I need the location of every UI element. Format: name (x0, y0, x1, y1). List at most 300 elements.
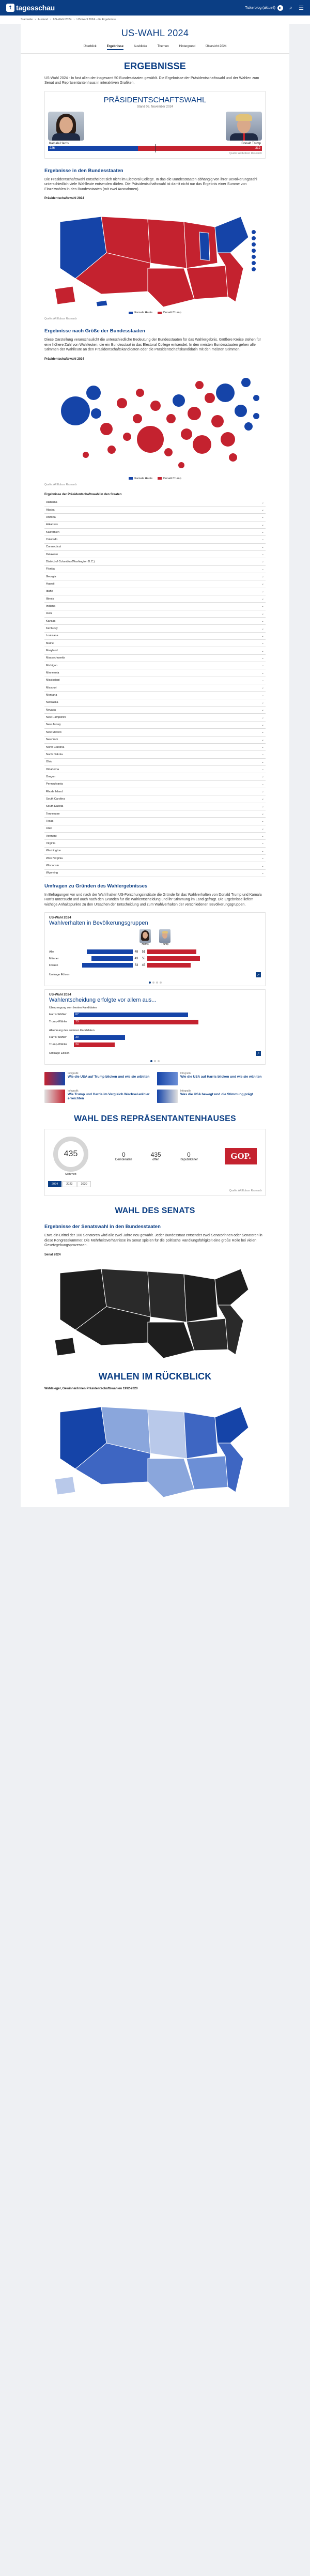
state-name: Kentucky (46, 627, 58, 631)
state-name: South Carolina (46, 797, 65, 801)
state-name: North Dakota (46, 753, 63, 756)
state-accordion-row[interactable] (44, 810, 266, 818)
state-accordion-row[interactable] (44, 751, 266, 758)
state-bubble[interactable] (91, 408, 101, 419)
history-state-alaska (55, 1477, 75, 1495)
survey-row (49, 956, 261, 961)
survey-kicker: US-Wahl 2024 (49, 993, 71, 997)
senate-state-midwest (184, 1274, 218, 1322)
house-rep-count: 0 (187, 1151, 191, 1159)
state-accordion-row[interactable] (44, 759, 266, 766)
chevron-down-icon: ⌄ (261, 857, 264, 861)
states-heading: Ergebnisse der Präsidentschaftswahl in den Staaten (44, 493, 122, 496)
senate-state-northeast (215, 1269, 249, 1305)
chevron-down-icon: ⌄ (261, 709, 264, 712)
state-bubble[interactable] (137, 426, 164, 453)
chevron-down-icon: ⌄ (261, 568, 264, 571)
section-heading: ERGEBNISSE (123, 61, 187, 71)
breadcrumb-item[interactable]: US-Wahl 2024 (53, 18, 72, 21)
state-name: Ohio (46, 760, 52, 764)
harris-value: 48 (134, 950, 138, 954)
chevron-down-icon: ⌄ (261, 805, 264, 808)
senate-subheading: Ergebnisse der Senatswahl in den Bundesstaaten (44, 1224, 161, 1230)
breadcrumb-item[interactable]: Ausland (38, 18, 48, 21)
senate-state-south (187, 1318, 230, 1351)
chevron-down-icon: ⌄ (261, 649, 264, 653)
share-icon[interactable]: ↗ (256, 1051, 261, 1056)
chevron-down-icon: ⌄ (261, 871, 264, 875)
motivation-label: Harris-Wähler (49, 1013, 67, 1017)
state-accordion-row[interactable] (44, 699, 266, 707)
chevron-down-icon: ⌄ (261, 642, 264, 646)
state-accordion-row[interactable] (44, 729, 266, 736)
teaser-image (44, 1072, 65, 1085)
state-accordion-row[interactable] (44, 529, 266, 536)
state-bubble[interactable] (188, 407, 201, 420)
survey-group-2: Ablehnung des anderen Kandidaten (49, 1029, 95, 1033)
state-accordion-row[interactable] (44, 833, 266, 840)
carousel-dots[interactable] (45, 1058, 265, 1064)
state-bubble[interactable] (107, 446, 116, 454)
state-name: Connecticut (46, 545, 61, 549)
state-name: West Virginia (46, 856, 63, 860)
state-accordion-row[interactable] (44, 840, 266, 847)
senate-map-svg (44, 1258, 266, 1361)
state-accordion-row[interactable] (44, 544, 266, 551)
survey-row (49, 962, 261, 968)
state-bubble[interactable] (173, 394, 185, 407)
trump-bar (147, 949, 196, 954)
state-bubble[interactable] (253, 395, 259, 401)
state-name: Massachusetts (46, 656, 65, 660)
chevron-down-icon: ⌄ (261, 545, 264, 549)
chevron-down-icon: ⌄ (261, 738, 264, 742)
map-state-illinois (199, 232, 210, 260)
page-title: US-WAHL 2024 (121, 28, 189, 38)
state-accordion-row[interactable] (44, 773, 266, 780)
teaser-title: Wie Trump und Harris im Vergleich Wechsel-wähler erreichten (68, 1093, 150, 1101)
motivation-row (49, 1019, 261, 1025)
house-total-label: Mehrheit (65, 1173, 76, 1176)
trump-value: 51 (142, 950, 146, 954)
state-bubble[interactable] (136, 389, 144, 397)
survey-source: Umfrage Edison (49, 1052, 70, 1055)
state-name: Hawaii (46, 582, 55, 586)
subnav-item[interactable]: Ausblicke (133, 45, 147, 48)
state-name: Michigan (46, 664, 58, 667)
state-bubble[interactable] (61, 396, 90, 425)
brand-logo[interactable] (6, 4, 55, 12)
state-accordion-row[interactable] (44, 714, 266, 721)
state-bubble[interactable] (100, 423, 113, 435)
share-icon[interactable]: ↗ (256, 972, 261, 977)
teaser-link[interactable] (44, 1072, 153, 1085)
bubble-map-svg (44, 362, 266, 476)
state-bubble[interactable] (253, 413, 259, 419)
survey-bars-1 (49, 1011, 261, 1025)
survey-bars-2 (49, 1034, 261, 1048)
chevron-down-icon: ⌄ (261, 798, 264, 801)
site-header (0, 0, 310, 16)
legend-rep: Donald Trump (163, 311, 181, 315)
state-name: Nebraska (46, 701, 58, 704)
chevron-down-icon: ⌄ (261, 790, 264, 794)
state-accordion-row[interactable] (44, 647, 266, 654)
chevron-down-icon: ⌄ (261, 731, 264, 734)
senate-label: Senat 2024 (44, 1253, 61, 1256)
motivation-bar (74, 1020, 198, 1024)
state-bubble[interactable] (83, 452, 89, 458)
state-accordion-row[interactable] (44, 870, 266, 877)
state-accordion-row[interactable] (44, 788, 266, 795)
chevron-down-icon: ⌄ (261, 612, 264, 616)
us-map-svg (44, 201, 266, 310)
state-name: Montana (46, 694, 57, 697)
state-name: North Carolina (46, 745, 65, 749)
house-dem-count: 0 (121, 1151, 126, 1159)
survey-rows (49, 946, 261, 970)
state-name: Indiana (46, 604, 56, 608)
harris-thumb (140, 929, 151, 943)
map1-lead: Die Präsidentschaftswahl entscheidet sich nicht im Electoral College. In das die Bundesstaaten abhängig von ihrer Bevölkerungszahl unterschiedlich viele Wahlleute entsenden dürfen. Die Präsidentschaftswahl ist damit nicht nur das Ergebnis einer Summe von Einzelwahlen in den Bundesstaaten (mit zwei Ausnahmen). (44, 177, 257, 191)
chevron-down-icon: ⌄ (261, 597, 264, 601)
survey-group-1: Überzeugung vom besten Kandidaten (49, 1006, 97, 1010)
map-state-south (187, 266, 230, 299)
motivation-row (49, 1034, 261, 1040)
map2-legend (44, 476, 266, 482)
survey-source: Umfrage Edison (49, 973, 70, 977)
history-map[interactable] (44, 1391, 266, 1507)
state-name: Washington (46, 849, 61, 853)
state-name: Maine (46, 641, 54, 645)
state-name: Vermont (46, 834, 57, 838)
teaser-link[interactable] (44, 1090, 153, 1103)
teaser-grid (44, 1068, 266, 1107)
subnav-item[interactable]: Überblick (83, 45, 97, 48)
motivation-value: 30 (75, 1035, 79, 1039)
state-accordion-row[interactable] (44, 588, 266, 595)
us-result-map[interactable] (44, 201, 266, 310)
state-accordion-row[interactable] (44, 818, 266, 825)
state-accordion-row[interactable] (44, 603, 266, 610)
bubble-map[interactable] (44, 362, 266, 476)
brand-icon: t (6, 4, 14, 12)
state-accordion-row[interactable] (44, 737, 266, 744)
state-name: Maryland (46, 649, 58, 653)
state-accordion-row[interactable] (44, 536, 266, 543)
search-icon[interactable]: ⌕ (289, 4, 293, 11)
state-bubble[interactable] (181, 428, 192, 440)
state-accordion-list (44, 499, 266, 878)
state-accordion-row[interactable] (44, 855, 266, 862)
motivation-label: Harris-Wähler (49, 1036, 67, 1039)
state-accordion-row[interactable] (44, 722, 266, 729)
teaser-link[interactable] (157, 1072, 266, 1085)
dem-electoral-bar: 226 (48, 146, 138, 151)
house-card (44, 1129, 266, 1196)
motivation-bar (74, 1035, 125, 1040)
history-heading: WAHLEN IM RÜCKBLICK (98, 1371, 212, 1382)
state-name: Louisiana (46, 634, 58, 638)
majority-marker (155, 144, 156, 152)
senate-state-alaska (55, 1338, 75, 1356)
map-state-hawaii (96, 300, 107, 306)
state-bubble[interactable] (193, 435, 211, 454)
chevron-down-icon: ⌄ (261, 656, 264, 660)
state-accordion-row[interactable] (44, 662, 266, 669)
state-accordion-row[interactable] (44, 684, 266, 692)
map-state-plains (148, 219, 187, 268)
tab-year[interactable]: 2022 (63, 1181, 76, 1187)
chevron-down-icon: ⌄ (261, 582, 264, 586)
candidate-left-name: Kamala Harris (49, 142, 69, 145)
menu-icon[interactable]: ☰ (299, 5, 304, 11)
map1-label: Präsidentschaftswahl 2024 (44, 197, 84, 201)
house-seat-counts (115, 1151, 198, 1161)
survey-col-right: Trump (161, 943, 169, 946)
state-accordion-row[interactable] (44, 766, 266, 773)
state-accordion-row[interactable] (44, 610, 266, 618)
survey-card-demographics (44, 912, 266, 986)
state-accordion-row[interactable] (44, 692, 266, 699)
state-accordion-row[interactable] (44, 558, 266, 565)
state-accordion-row[interactable] (44, 499, 266, 507)
play-icon: ▶ (277, 5, 283, 11)
chevron-down-icon: ⌄ (261, 849, 264, 853)
subnav-item[interactable]: Übersicht 2024 (206, 45, 227, 48)
state-bubble[interactable] (235, 405, 247, 417)
state-accordion-row[interactable] (44, 803, 266, 810)
house-donut: 435 (53, 1137, 88, 1172)
motivation-row (49, 1041, 261, 1048)
state-name: Alabama (46, 501, 57, 504)
state-accordion-row[interactable] (44, 633, 266, 640)
chevron-down-icon: ⌄ (261, 605, 264, 608)
map2-heading: Ergebnisse nach Größe der Bundesstaaten (44, 328, 145, 334)
house-open-label: offen (152, 1158, 160, 1162)
motivation-row (49, 1011, 261, 1018)
harris-bar (91, 956, 133, 961)
state-name: Minnesota (46, 671, 59, 675)
state-accordion-row[interactable] (44, 566, 266, 573)
state-accordion-row[interactable] (44, 825, 266, 833)
harris-value: 43 (134, 957, 138, 960)
chevron-down-icon: ⌄ (261, 634, 264, 638)
chevron-down-icon: ⌄ (261, 560, 264, 564)
brand-name: tagesschau (16, 4, 55, 12)
chevron-down-icon: ⌄ (261, 620, 264, 623)
state-bubble[interactable] (123, 433, 131, 441)
survey-row-label: Frauen (49, 963, 58, 967)
survey-row (49, 949, 261, 955)
state-accordion-row[interactable] (44, 655, 266, 662)
chevron-down-icon: ⌄ (261, 746, 264, 749)
state-name: Pennsylvania (46, 783, 63, 786)
teaser-image (44, 1090, 65, 1103)
house-year-tabs (48, 1180, 262, 1188)
state-bubble[interactable] (241, 378, 251, 387)
history-map-svg (44, 1391, 266, 1507)
state-name: Iowa (46, 612, 52, 616)
chevron-down-icon: ⌄ (261, 716, 264, 719)
state-bubble[interactable] (229, 453, 237, 462)
state-accordion-row[interactable] (44, 573, 266, 580)
chevron-down-icon: ⌄ (261, 686, 264, 690)
senate-state-plains (148, 1271, 187, 1322)
map2-lead: Diese Darstellung veranschaulicht die unterschiedliche Bedeutung der Bundesstaaten für das Wahlergebnis. Größere Kreise stehen für eine höhere Zahl von Wahlleuten, die ein Bundesstaat in das Electoral College entsendet. In den meisten Bundesstaaten gehen alle Stimmen der Wahlleute an den Präsidentschaftskandidaten oder die Präsidentschaftskandidatin mit den meisten Stimmen. (44, 338, 261, 352)
survey-kicker: US-Wahl 2024 (49, 916, 71, 920)
state-bubble[interactable] (205, 393, 215, 403)
senate-map[interactable] (44, 1258, 266, 1361)
carousel-dots[interactable] (45, 979, 265, 986)
state-accordion-row[interactable] (44, 744, 266, 751)
map1-heading: Ergebnisse in den Bundesstaaten (44, 167, 123, 174)
chevron-down-icon: ⌄ (261, 827, 264, 831)
state-name: Texas (46, 819, 54, 823)
state-accordion-row[interactable] (44, 507, 266, 514)
state-name: Florida (46, 568, 55, 571)
survey-heading: Umfragen zu Gründen des Wahlergebnisses (44, 883, 148, 890)
breadcrumb-item[interactable]: Startseite (21, 18, 33, 21)
state-bubble[interactable] (221, 432, 235, 447)
state-accordion-row[interactable] (44, 551, 266, 558)
legend-dem: Kamala Harris (134, 311, 153, 315)
state-name: New Mexico (46, 730, 61, 734)
chevron-down-icon: ⌄ (261, 538, 264, 542)
state-name: Oklahoma (46, 768, 59, 771)
state-accordion-row[interactable] (44, 522, 266, 529)
state-bubble[interactable] (216, 384, 235, 402)
map1-legend (44, 310, 266, 316)
survey-lead: In Befragungen vor und nach der Wahl halten US-Forschungsinstitute die Gründe für das Wahlverhalten von Donald Trump und Kamala Harris untersucht und auch nach den Gründen für die Wahlentscheidung und ihr Stimmung im Land gefragt. Die Ergebnisse liefern wichtige Anhaltspunkte zu den Ursachen der Entscheidung und zum Wahlverhalten der verschiedenen Bevölkerungsgruppen. (44, 893, 262, 907)
state-bubble[interactable] (117, 398, 127, 408)
survey-card-motivation (44, 989, 266, 1065)
state-name: Nevada (46, 708, 56, 712)
motivation-value: 67 (75, 1013, 79, 1016)
chevron-down-icon: ⌄ (261, 723, 264, 727)
state-bubble[interactable] (244, 422, 253, 431)
history-state-texas (148, 1459, 194, 1497)
state-accordion-row[interactable] (44, 618, 266, 625)
state-name: South Dakota (46, 805, 64, 808)
tab-year[interactable]: 2020 (78, 1181, 91, 1187)
survey-row-label: Alle (49, 950, 54, 954)
chevron-down-icon: ⌄ (261, 753, 264, 757)
subnav-item[interactable]: Themen (157, 45, 169, 48)
subnav-item[interactable]: Hintergrund (179, 45, 196, 48)
state-name: Wisconsin (46, 864, 59, 868)
state-accordion-row[interactable] (44, 669, 266, 677)
state-bubble[interactable] (166, 414, 176, 423)
chevron-down-icon: ⌄ (261, 523, 264, 527)
survey-col-left: Harris (142, 943, 149, 946)
live-ticker-link[interactable] (245, 5, 283, 11)
breadcrumb-item: US-Wahl 2024 - die Ergebnisse (76, 18, 117, 21)
state-name: Rhode Island (46, 790, 63, 793)
state-accordion-row[interactable] (44, 707, 266, 714)
state-bubble[interactable] (164, 448, 173, 456)
house-dem-label: Demokraten (115, 1158, 132, 1162)
teaser-kicker: Infografik (180, 1072, 191, 1076)
state-bubble[interactable] (133, 414, 142, 423)
chevron-down-icon: ⌄ (261, 627, 264, 631)
state-accordion-row[interactable] (44, 640, 266, 647)
history-state-midwest (184, 1412, 218, 1459)
harris-bar (87, 949, 133, 954)
chevron-down-icon: ⌄ (261, 516, 264, 519)
state-name: Arkansas (46, 523, 58, 527)
state-bubble[interactable] (211, 415, 224, 427)
state-name: Oregon (46, 775, 56, 778)
chevron-down-icon: ⌄ (261, 864, 264, 868)
state-bubble[interactable] (86, 386, 101, 400)
state-bubble[interactable] (150, 401, 161, 411)
senate-lead: Etwa ein Drittel der 100 Senatoren wird alle zwei Jahre neu gewählt. Jeder Bundesstaat entsendet zwei Senatorinnen oder Senatoren in diese Kongresskammer. Die Mehrheitsverhältnisse im Senat spielen für die politische Handlungsfähigkeit eine große Rolle bei vielen Gesetzgebungsprozessen. (44, 1234, 262, 1248)
map2-source: Quelle: AP/Edison Research (44, 483, 78, 486)
chevron-down-icon: ⌄ (261, 553, 264, 557)
rep-electoral-bar: 312 (138, 146, 262, 151)
map-state-alaska (55, 286, 75, 304)
motivation-value: 24 (75, 1042, 79, 1046)
teaser-title: Wie die USA auf Harris blicken und wie sie wählten (180, 1075, 262, 1079)
breadcrumb: Startseite › Ausland › US-Wahl 2024 › US-Wahl 2024 - die Ergebnisse (0, 16, 310, 24)
chevron-down-icon: ⌄ (261, 701, 264, 704)
state-accordion-row[interactable] (44, 677, 266, 684)
trump-thumb (159, 929, 171, 943)
teaser-link[interactable] (157, 1090, 266, 1103)
chevron-down-icon: ⌄ (261, 575, 264, 579)
state-accordion-row[interactable] (44, 848, 266, 855)
chevron-down-icon: ⌄ (261, 501, 264, 504)
tab-year[interactable]: 2024 (48, 1181, 61, 1187)
state-accordion-row[interactable] (44, 580, 266, 588)
chevron-down-icon: ⌄ (261, 820, 264, 823)
teaser-title: Wie die USA auf Trump blicken und wie sie wählten (68, 1075, 150, 1079)
teaser-image (157, 1072, 178, 1085)
state-bubble[interactable] (178, 462, 184, 468)
chevron-down-icon: ⌄ (261, 664, 264, 668)
trump-value: 45 (142, 963, 146, 967)
state-accordion-row[interactable] (44, 862, 266, 869)
subnav-item-active[interactable]: Ergebnisse (107, 45, 123, 50)
harris-bar (82, 963, 133, 968)
state-name: Idaho (46, 590, 53, 593)
trump-bar (147, 956, 200, 961)
state-name: Wyoming (46, 871, 58, 875)
harris-portrait (48, 112, 84, 141)
state-accordion-row[interactable] (44, 514, 266, 521)
map2-label: Präsidentschaftswahl 2024 (44, 357, 84, 361)
chevron-down-icon: ⌄ (261, 531, 264, 534)
state-name: Delaware (46, 553, 58, 556)
source-note: Quelle: AP/Edison Research (229, 151, 262, 155)
legend-rep: Donald Trump (163, 477, 181, 480)
state-accordion-row[interactable] (44, 795, 266, 803)
state-accordion-row[interactable] (44, 625, 266, 632)
state-accordion-row[interactable] (44, 781, 266, 788)
state-name: Colorado (46, 538, 58, 541)
gop-badge: GOP. (225, 1148, 257, 1164)
state-name: Illinois (46, 597, 54, 601)
state-accordion-row[interactable] (44, 595, 266, 603)
senate-state-texas (148, 1322, 194, 1358)
state-bubble[interactable] (195, 381, 204, 389)
electoral-vote-bar (48, 146, 262, 151)
state-name: Kalifornien (46, 530, 59, 534)
house-rep-label: Republikaner (179, 1158, 198, 1162)
candidate-right-name: Donald Trump (241, 142, 261, 145)
state-name: Georgia (46, 575, 56, 578)
